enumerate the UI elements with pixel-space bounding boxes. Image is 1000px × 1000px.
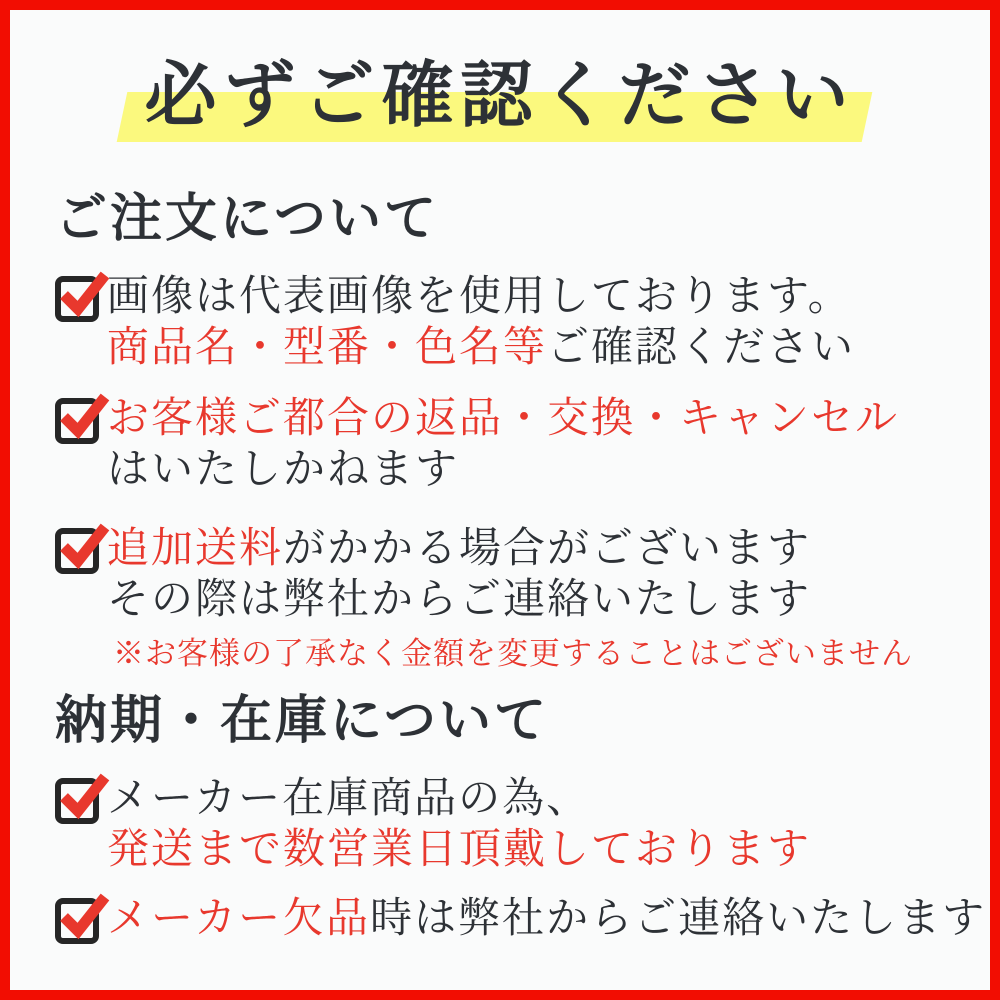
checkbox-checked-icon: [55, 898, 99, 944]
page-title: 必ずご確認ください: [144, 56, 856, 136]
list-item-cancel-policy: [55, 394, 960, 496]
item-line: [107, 894, 987, 945]
item-text-red: 発送まで数営業日頂戴しております: [107, 827, 812, 873]
list-item-extra-shipping: [55, 524, 960, 676]
item-line: [107, 825, 960, 876]
section-heading-order: ご注文について: [55, 191, 439, 248]
item-line: [107, 774, 960, 825]
item-text: ご確認ください: [547, 325, 856, 371]
item-text-red: 商品名・型番・色名等: [107, 325, 548, 371]
item-line: [107, 394, 960, 445]
list-item-lead-time: [55, 774, 960, 876]
checkbox-checked-icon: [55, 398, 99, 444]
item-note: ※お客様の了承なく金額を変更することはございません: [113, 636, 913, 671]
list-item-representative-image: [55, 272, 960, 374]
item-text: 時は弊社からご連絡いたします: [370, 896, 987, 942]
item-line: [107, 445, 960, 496]
item-line: [107, 575, 960, 626]
item-text-red: お客様ご都合の返品・交換・キャンセル: [107, 396, 900, 442]
section-heading-stock: 納期・在庫について: [55, 693, 549, 750]
checkbox-checked-icon: [55, 778, 99, 824]
title-banner: [10, 46, 990, 146]
list-item-out-of-stock: [55, 894, 987, 945]
checkbox-checked-icon: [55, 528, 99, 574]
item-text-red: メーカー欠品: [107, 896, 371, 942]
item-text: その際は弊社からご連絡いたします: [107, 577, 812, 623]
item-text: はいたしかねます: [107, 447, 460, 493]
item-text: 画像は代表画像を使用しております。: [107, 274, 852, 320]
checkbox-checked-icon: [55, 276, 99, 322]
item-text: がかかる場合がございます: [283, 526, 812, 572]
item-text-red: 追加送料: [107, 526, 284, 572]
item-line: [107, 323, 960, 374]
item-line: [107, 272, 960, 323]
item-line: [107, 524, 960, 575]
item-text: メーカー在庫商品の為、: [107, 776, 591, 822]
